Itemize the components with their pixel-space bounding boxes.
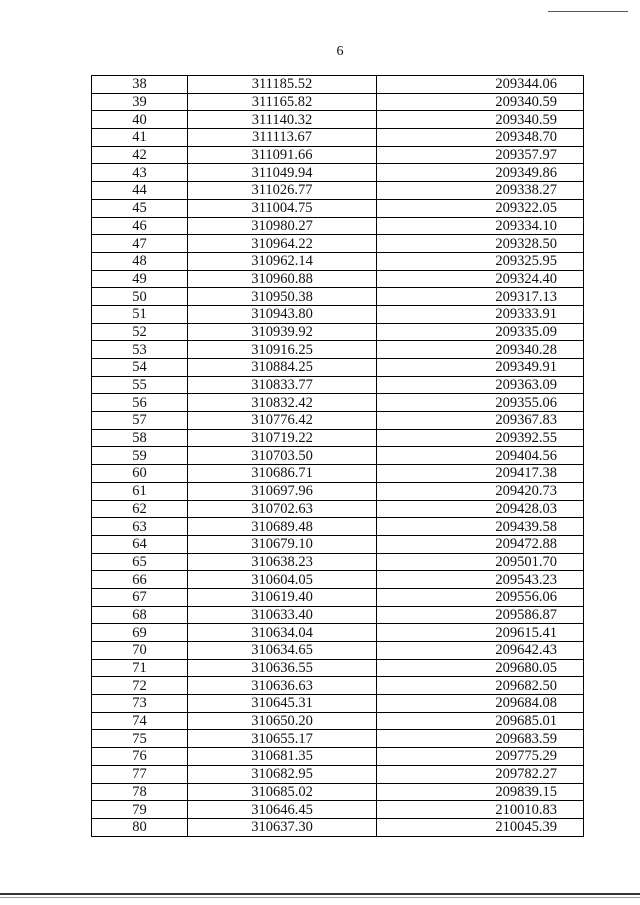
y-coordinate-cell: 209367.83 [377, 412, 584, 430]
point-number-cell: 73 [92, 695, 188, 713]
point-number-cell: 66 [92, 571, 188, 589]
table-row [92, 818, 584, 836]
point-number-cell: 74 [92, 712, 188, 730]
y-coordinate-cell: 209322.05 [377, 199, 584, 217]
table-row [92, 730, 584, 748]
bottom-rule [0, 893, 640, 895]
x-coordinate-cell: 310943.80 [188, 305, 377, 323]
point-number-cell: 39 [92, 93, 188, 111]
table-row [92, 642, 584, 660]
x-coordinate-cell: 310655.17 [188, 730, 377, 748]
y-coordinate-cell: 209334.10 [377, 217, 584, 235]
table-row [92, 748, 584, 766]
y-coordinate-cell: 209775.29 [377, 748, 584, 766]
x-coordinate-cell: 310679.10 [188, 535, 377, 553]
x-coordinate-cell: 310619.40 [188, 588, 377, 606]
point-number-cell: 76 [92, 748, 188, 766]
x-coordinate-cell: 311004.75 [188, 199, 377, 217]
y-coordinate-cell: 209683.59 [377, 730, 584, 748]
x-coordinate-cell: 310646.45 [188, 801, 377, 819]
y-coordinate-cell: 209839.15 [377, 783, 584, 801]
point-number-cell: 50 [92, 288, 188, 306]
point-number-cell: 46 [92, 217, 188, 235]
x-coordinate-cell: 310633.40 [188, 606, 377, 624]
x-coordinate-cell: 310638.23 [188, 553, 377, 571]
coordinates-table-body [92, 76, 584, 837]
table-row [92, 535, 584, 553]
y-coordinate-cell: 209363.09 [377, 376, 584, 394]
y-coordinate-cell: 209543.23 [377, 571, 584, 589]
coordinates-table [91, 75, 584, 837]
table-row [92, 376, 584, 394]
point-number-cell: 44 [92, 182, 188, 200]
x-coordinate-cell: 310916.25 [188, 341, 377, 359]
point-number-cell: 56 [92, 394, 188, 412]
table-row [92, 93, 584, 111]
point-number-cell: 40 [92, 111, 188, 129]
y-coordinate-cell: 209439.58 [377, 518, 584, 536]
table-row [92, 217, 584, 235]
table-row [92, 659, 584, 677]
table-row [92, 199, 584, 217]
y-coordinate-cell: 209355.06 [377, 394, 584, 412]
y-coordinate-cell: 209340.59 [377, 93, 584, 111]
x-coordinate-cell: 311185.52 [188, 76, 377, 94]
point-number-cell: 48 [92, 252, 188, 270]
table-row [92, 76, 584, 94]
x-coordinate-cell: 311026.77 [188, 182, 377, 200]
table-row [92, 588, 584, 606]
table-row [92, 235, 584, 253]
x-coordinate-cell: 310703.50 [188, 447, 377, 465]
table-row [92, 553, 584, 571]
table-row [92, 341, 584, 359]
y-coordinate-cell: 210010.83 [377, 801, 584, 819]
point-number-cell: 63 [92, 518, 188, 536]
point-number-cell: 65 [92, 553, 188, 571]
y-coordinate-cell: 209328.50 [377, 235, 584, 253]
x-coordinate-cell: 311140.32 [188, 111, 377, 129]
point-number-cell: 51 [92, 305, 188, 323]
point-number-cell: 43 [92, 164, 188, 182]
y-coordinate-cell: 209680.05 [377, 659, 584, 677]
x-coordinate-cell: 310832.42 [188, 394, 377, 412]
y-coordinate-cell: 209682.50 [377, 677, 584, 695]
point-number-cell: 71 [92, 659, 188, 677]
point-number-cell: 67 [92, 588, 188, 606]
point-number-cell: 69 [92, 624, 188, 642]
table-row [92, 465, 584, 483]
y-coordinate-cell: 209333.91 [377, 305, 584, 323]
point-number-cell: 70 [92, 642, 188, 660]
point-number-cell: 55 [92, 376, 188, 394]
y-coordinate-cell: 209615.41 [377, 624, 584, 642]
x-coordinate-cell: 310960.88 [188, 270, 377, 288]
table-row [92, 429, 584, 447]
x-coordinate-cell: 310681.35 [188, 748, 377, 766]
x-coordinate-cell: 310702.63 [188, 500, 377, 518]
table-row [92, 606, 584, 624]
table-row [92, 305, 584, 323]
y-coordinate-cell: 209340.59 [377, 111, 584, 129]
y-coordinate-cell: 209325.95 [377, 252, 584, 270]
y-coordinate-cell: 209420.73 [377, 482, 584, 500]
y-coordinate-cell: 209324.40 [377, 270, 584, 288]
point-number-cell: 49 [92, 270, 188, 288]
top-rule [548, 11, 628, 12]
y-coordinate-cell: 209685.01 [377, 712, 584, 730]
table-row [92, 252, 584, 270]
point-number-cell: 61 [92, 482, 188, 500]
y-coordinate-cell: 209392.55 [377, 429, 584, 447]
x-coordinate-cell: 310719.22 [188, 429, 377, 447]
table-row [92, 447, 584, 465]
point-number-cell: 38 [92, 76, 188, 94]
y-coordinate-cell: 209642.43 [377, 642, 584, 660]
x-coordinate-cell: 310645.31 [188, 695, 377, 713]
point-number-cell: 57 [92, 412, 188, 430]
y-coordinate-cell: 209344.06 [377, 76, 584, 94]
point-number-cell: 79 [92, 801, 188, 819]
table-row [92, 712, 584, 730]
table-row [92, 482, 584, 500]
point-number-cell: 42 [92, 146, 188, 164]
y-coordinate-cell: 209501.70 [377, 553, 584, 571]
x-coordinate-cell: 310634.04 [188, 624, 377, 642]
point-number-cell: 53 [92, 341, 188, 359]
table-row [92, 129, 584, 147]
table-row [92, 412, 584, 430]
x-coordinate-cell: 310939.92 [188, 323, 377, 341]
point-number-cell: 60 [92, 465, 188, 483]
table-row [92, 801, 584, 819]
point-number-cell: 64 [92, 535, 188, 553]
point-number-cell: 72 [92, 677, 188, 695]
x-coordinate-cell: 310650.20 [188, 712, 377, 730]
y-coordinate-cell: 209586.87 [377, 606, 584, 624]
y-coordinate-cell: 209340.28 [377, 341, 584, 359]
point-number-cell: 80 [92, 818, 188, 836]
bottom-rule-thin [0, 897, 640, 898]
y-coordinate-cell: 209317.13 [377, 288, 584, 306]
y-coordinate-cell: 209472.88 [377, 535, 584, 553]
table-row [92, 111, 584, 129]
point-number-cell: 77 [92, 765, 188, 783]
x-coordinate-cell: 310637.30 [188, 818, 377, 836]
x-coordinate-cell: 310884.25 [188, 359, 377, 377]
y-coordinate-cell: 210045.39 [377, 818, 584, 836]
point-number-cell: 75 [92, 730, 188, 748]
y-coordinate-cell: 209556.06 [377, 588, 584, 606]
table-row [92, 765, 584, 783]
point-number-cell: 68 [92, 606, 188, 624]
y-coordinate-cell: 209349.86 [377, 164, 584, 182]
x-coordinate-cell: 310682.95 [188, 765, 377, 783]
y-coordinate-cell: 209684.08 [377, 695, 584, 713]
x-coordinate-cell: 310634.65 [188, 642, 377, 660]
y-coordinate-cell: 209428.03 [377, 500, 584, 518]
point-number-cell: 54 [92, 359, 188, 377]
table-row [92, 288, 584, 306]
table-row [92, 164, 584, 182]
point-number-cell: 58 [92, 429, 188, 447]
table-row [92, 270, 584, 288]
y-coordinate-cell: 209338.27 [377, 182, 584, 200]
table-row [92, 783, 584, 801]
x-coordinate-cell: 310686.71 [188, 465, 377, 483]
point-number-cell: 59 [92, 447, 188, 465]
x-coordinate-cell: 310685.02 [188, 783, 377, 801]
point-number-cell: 45 [92, 199, 188, 217]
y-coordinate-cell: 209782.27 [377, 765, 584, 783]
table-row [92, 394, 584, 412]
table-row [92, 518, 584, 536]
page-number: 6 [336, 44, 344, 59]
y-coordinate-cell: 209417.38 [377, 465, 584, 483]
x-coordinate-cell: 310776.42 [188, 412, 377, 430]
point-number-cell: 41 [92, 129, 188, 147]
y-coordinate-cell: 209404.56 [377, 447, 584, 465]
x-coordinate-cell: 310962.14 [188, 252, 377, 270]
x-coordinate-cell: 310604.05 [188, 571, 377, 589]
x-coordinate-cell: 311049.94 [188, 164, 377, 182]
table-row [92, 323, 584, 341]
x-coordinate-cell: 311091.66 [188, 146, 377, 164]
x-coordinate-cell: 310636.55 [188, 659, 377, 677]
y-coordinate-cell: 209357.97 [377, 146, 584, 164]
x-coordinate-cell: 311113.67 [188, 129, 377, 147]
x-coordinate-cell: 310697.96 [188, 482, 377, 500]
x-coordinate-cell: 311165.82 [188, 93, 377, 111]
point-number-cell: 47 [92, 235, 188, 253]
x-coordinate-cell: 310636.63 [188, 677, 377, 695]
x-coordinate-cell: 310950.38 [188, 288, 377, 306]
table-row [92, 571, 584, 589]
x-coordinate-cell: 310964.22 [188, 235, 377, 253]
y-coordinate-cell: 209349.91 [377, 359, 584, 377]
table-row [92, 677, 584, 695]
x-coordinate-cell: 310833.77 [188, 376, 377, 394]
point-number-cell: 52 [92, 323, 188, 341]
table-row [92, 359, 584, 377]
table-row [92, 624, 584, 642]
table-row [92, 500, 584, 518]
point-number-cell: 78 [92, 783, 188, 801]
x-coordinate-cell: 310689.48 [188, 518, 377, 536]
x-coordinate-cell: 310980.27 [188, 217, 377, 235]
point-number-cell: 62 [92, 500, 188, 518]
y-coordinate-cell: 209348.70 [377, 129, 584, 147]
table-row [92, 695, 584, 713]
y-coordinate-cell: 209335.09 [377, 323, 584, 341]
table-row [92, 146, 584, 164]
table-row [92, 182, 584, 200]
